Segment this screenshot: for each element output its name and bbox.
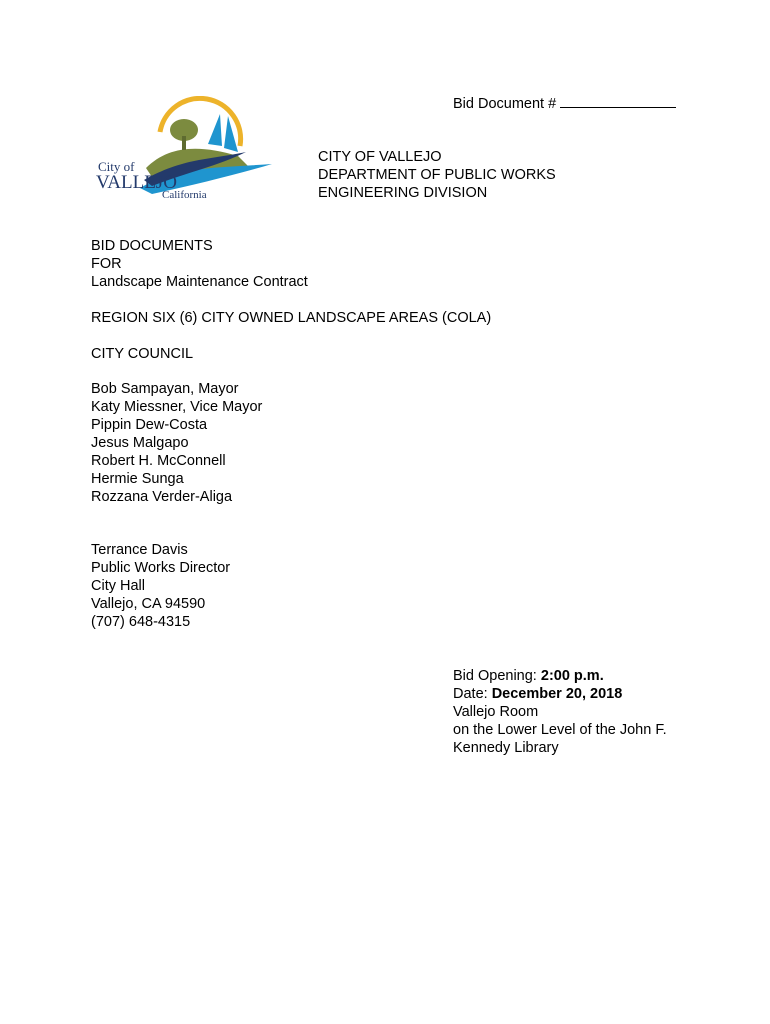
city-council-heading: CITY COUNCIL xyxy=(91,346,194,362)
council-member: Hermie Sunga xyxy=(91,471,184,487)
council-member: Rozzana Verder-Aliga xyxy=(91,489,233,505)
director-line: (707) 648-4315 xyxy=(91,614,191,630)
bid-title-line: Landscape Maintenance Contract xyxy=(91,274,308,290)
council-member: Pippin Dew-Costa xyxy=(91,417,208,433)
bid-document-blank-line xyxy=(560,94,676,108)
bid-opening-date xyxy=(453,685,667,703)
bid-opening-date-value: December 20, 2018 xyxy=(491,686,623,702)
bid-title-line: FOR xyxy=(91,256,122,272)
bid-opening-time-label: Bid Opening: xyxy=(453,668,541,684)
logo-city-name-text: VALLEJO xyxy=(96,172,177,193)
header-line: DEPARTMENT OF PUBLIC WORKS xyxy=(318,167,556,183)
director-contact-block xyxy=(91,541,230,631)
tree-trunk xyxy=(182,136,186,150)
bid-title-line: BID DOCUMENTS xyxy=(91,238,213,254)
council-member: Katy Miessner, Vice Mayor xyxy=(91,399,263,415)
director-line: Public Works Director xyxy=(91,560,231,576)
city-of-vallejo-logo xyxy=(88,96,278,204)
region-title: REGION SIX (6) CITY OWNED LANDSCAPE AREAS (COLA) xyxy=(91,310,492,326)
bid-opening-location: on the Lower Level of the John F. xyxy=(453,722,667,738)
director-line: City Hall xyxy=(91,578,145,594)
director-line: Vallejo, CA 94590 xyxy=(91,596,206,612)
department-header xyxy=(318,148,556,202)
bid-title-block xyxy=(91,237,308,291)
council-member: Bob Sampayan, Mayor xyxy=(91,381,239,397)
bid-document-number xyxy=(453,94,676,113)
bid-opening-date-label: Date: xyxy=(453,686,492,702)
bid-opening-location: Vallejo Room xyxy=(453,704,539,720)
director-line: Terrance Davis xyxy=(91,542,188,558)
bid-opening-location: Kennedy Library xyxy=(453,740,559,756)
sail-left xyxy=(208,114,222,146)
header-line: ENGINEERING DIVISION xyxy=(318,185,488,201)
logo-city-of-text: City of xyxy=(98,159,135,174)
city-council-members xyxy=(91,380,262,506)
bid-opening-time-value: 2:00 p.m. xyxy=(540,668,604,684)
logo-state-text: California xyxy=(162,189,207,201)
council-member: Jesus Malgapo xyxy=(91,435,189,451)
bid-opening-block xyxy=(453,667,667,757)
bid-document-label: Bid Document # xyxy=(453,96,557,112)
council-member: Robert H. McConnell xyxy=(91,453,226,469)
bid-opening-time xyxy=(453,667,667,685)
header-line: CITY OF VALLEJO xyxy=(318,149,442,165)
